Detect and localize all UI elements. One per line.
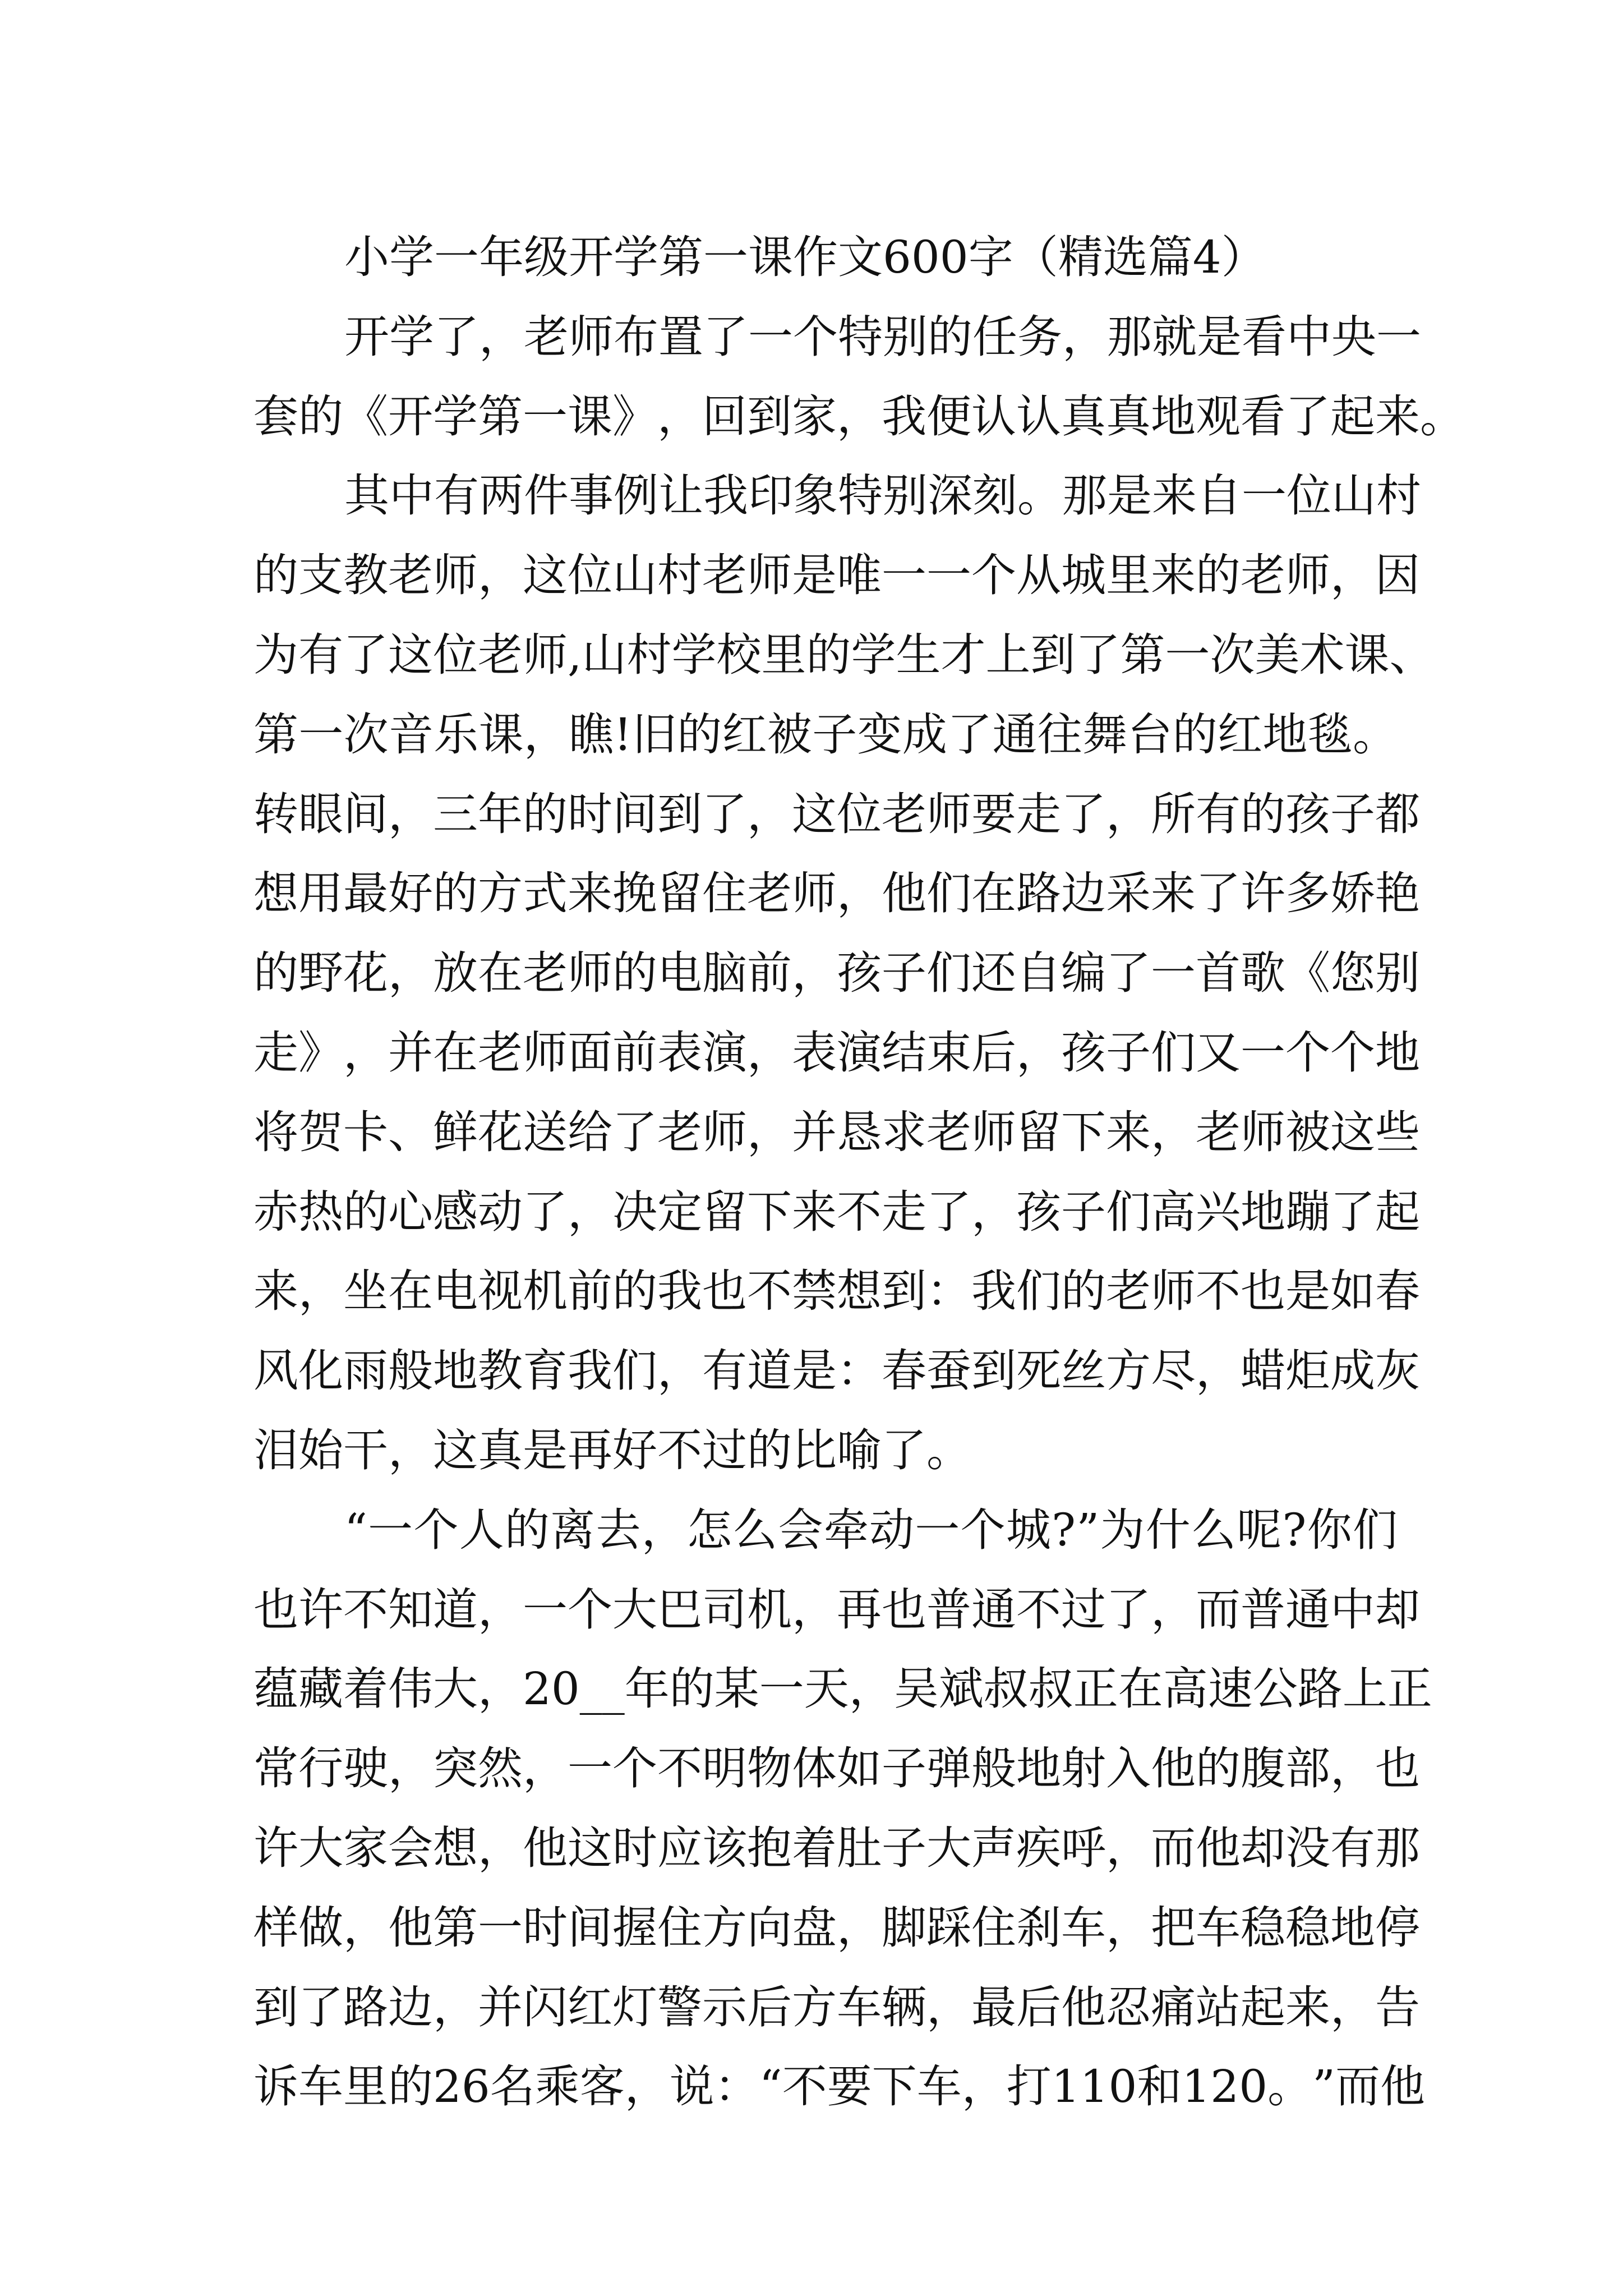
text-line: 套 的 《 开 学 第 一 课 》 ， 回 到 家 ， 我 便 认 认 真 真 地 观 看 了 起 来 。: [253, 390, 1465, 443]
text-line: 到 了 路 边 ， 并 闪 红 灯 警 示 后 方 车 辆 ， 最 后 他 忍 痛 站 起 来 ， 告: [253, 1981, 1420, 2033]
text-line: 样 做 ， 他 第 一 时 间 握 住 方 向 盘 ， 脚 踩 住 刹 车 ， 把 车 稳 稳 地 停: [253, 1901, 1420, 1954]
text-line: 蕴 藏 着 伟 大 ， 20__ 年 的 某 一 天 ， 吴 斌 叔 叔 正 在 高 速 公 路 上 正: [253, 1663, 1432, 1715]
text-line: 其 中 有 两 件 事 例 让 我 印 象 特 别 深 刻 。 那 是 来 自 一 位 山 村: [344, 470, 1421, 522]
text-line: 的 支 教 老 师 ， 这 位 山 村 老 师 是 唯 一 一 个 从 城 里 来 的 老 师 ， 因: [253, 549, 1420, 602]
text-line: 常 行 驶 ， 突 然 ， 一 个 不 明 物 体 如 子 弹 般 地 射 入 他 的 腹 部 ， 也: [253, 1742, 1420, 1795]
text-line: 第 一 次 音 乐 课 ， 瞧 ! 旧 的 红 被 子 变 成 了 通 往 舞 台 的 红 地 毯 。: [253, 708, 1398, 761]
text-line: 许 大 家 会 想 ， 他 这 时 应 该 抱 着 肚 子 大 声 疾 呼 ， 而 他 却 没 有 那: [253, 1821, 1420, 1874]
text-line: 开 学 了 ， 老 师 布 置 了 一 个 特 别 的 任 务 ， 那 就 是 看 中 央 一: [344, 310, 1421, 363]
text-line: 赤 热 的 心 感 动 了 ， 决 定 留 下 来 不 走 了 ， 孩 子 们 高 兴 地 蹦 了 起: [253, 1185, 1420, 1238]
text-line: 泪始干，这真是再好不过的比喻了。: [253, 1424, 971, 1476]
text-line: 为 有 了 这 位 老 师 , 山 村 学 校 里 的 学 生 才 上 到 了 第 一 次 美 术 课 、: [253, 628, 1435, 681]
document-body: [253, 218, 1465, 2127]
document-title: 小学一年级开学第一课作文600字（精选篇4）: [344, 231, 1266, 283]
text-line: 诉 车 里 的 26 名 乘 客 ， 说 ： “ 不 要 下 车 ， 打 110 和 120 。 ” 而 他: [253, 2060, 1426, 2113]
text-line: 的 野 花 ， 放 在 老 师 的 电 脑 前 ， 孩 子 们 还 自 编 了 一 首 歌 《 您 别: [253, 947, 1420, 1000]
text-line: 想 用 最 好 的 方 式 来 挽 留 住 老 师 ， 他 们 在 路 边 采 来 了 许 多 娇 艳: [253, 867, 1420, 920]
text-line: 将 贺 卡 、 鲜 花 送 给 了 老 师 ， 并 恳 求 老 师 留 下 来 ， 老 师 被 这 些: [253, 1106, 1420, 1158]
text-line: “ 一 个 人 的 离 去 ， 怎 么 会 牵 动 一 个 城 ? ” 为 什 么 呢 ? 你 们: [344, 1503, 1398, 1556]
text-line: 转 眼 间 ， 三 年 的 时 间 到 了 ， 这 位 老 师 要 走 了 ， 所 有 的 孩 子 都: [253, 788, 1420, 840]
text-line: 风 化 雨 般 地 教 育 我 们 ， 有 道 是 ： 春 蚕 到 死 丝 方 尽 ， 蜡 炬 成 灰: [253, 1345, 1420, 1397]
text-line: 也 许 不 知 道 ， 一 个 大 巴 司 机 ， 再 也 普 通 不 过 了 ， 而 普 通 中 却: [253, 1583, 1420, 1636]
text-line: 走 》 ， 并 在 老 师 面 前 表 演 ， 表 演 结 束 后 ， 孩 子 们 又 一 个 个 地: [253, 1026, 1420, 1079]
text-line: 来 ， 坐 在 电 视 机 前 的 我 也 不 禁 想 到 ： 我 们 的 老 师 不 也 是 如 春: [253, 1265, 1420, 1318]
